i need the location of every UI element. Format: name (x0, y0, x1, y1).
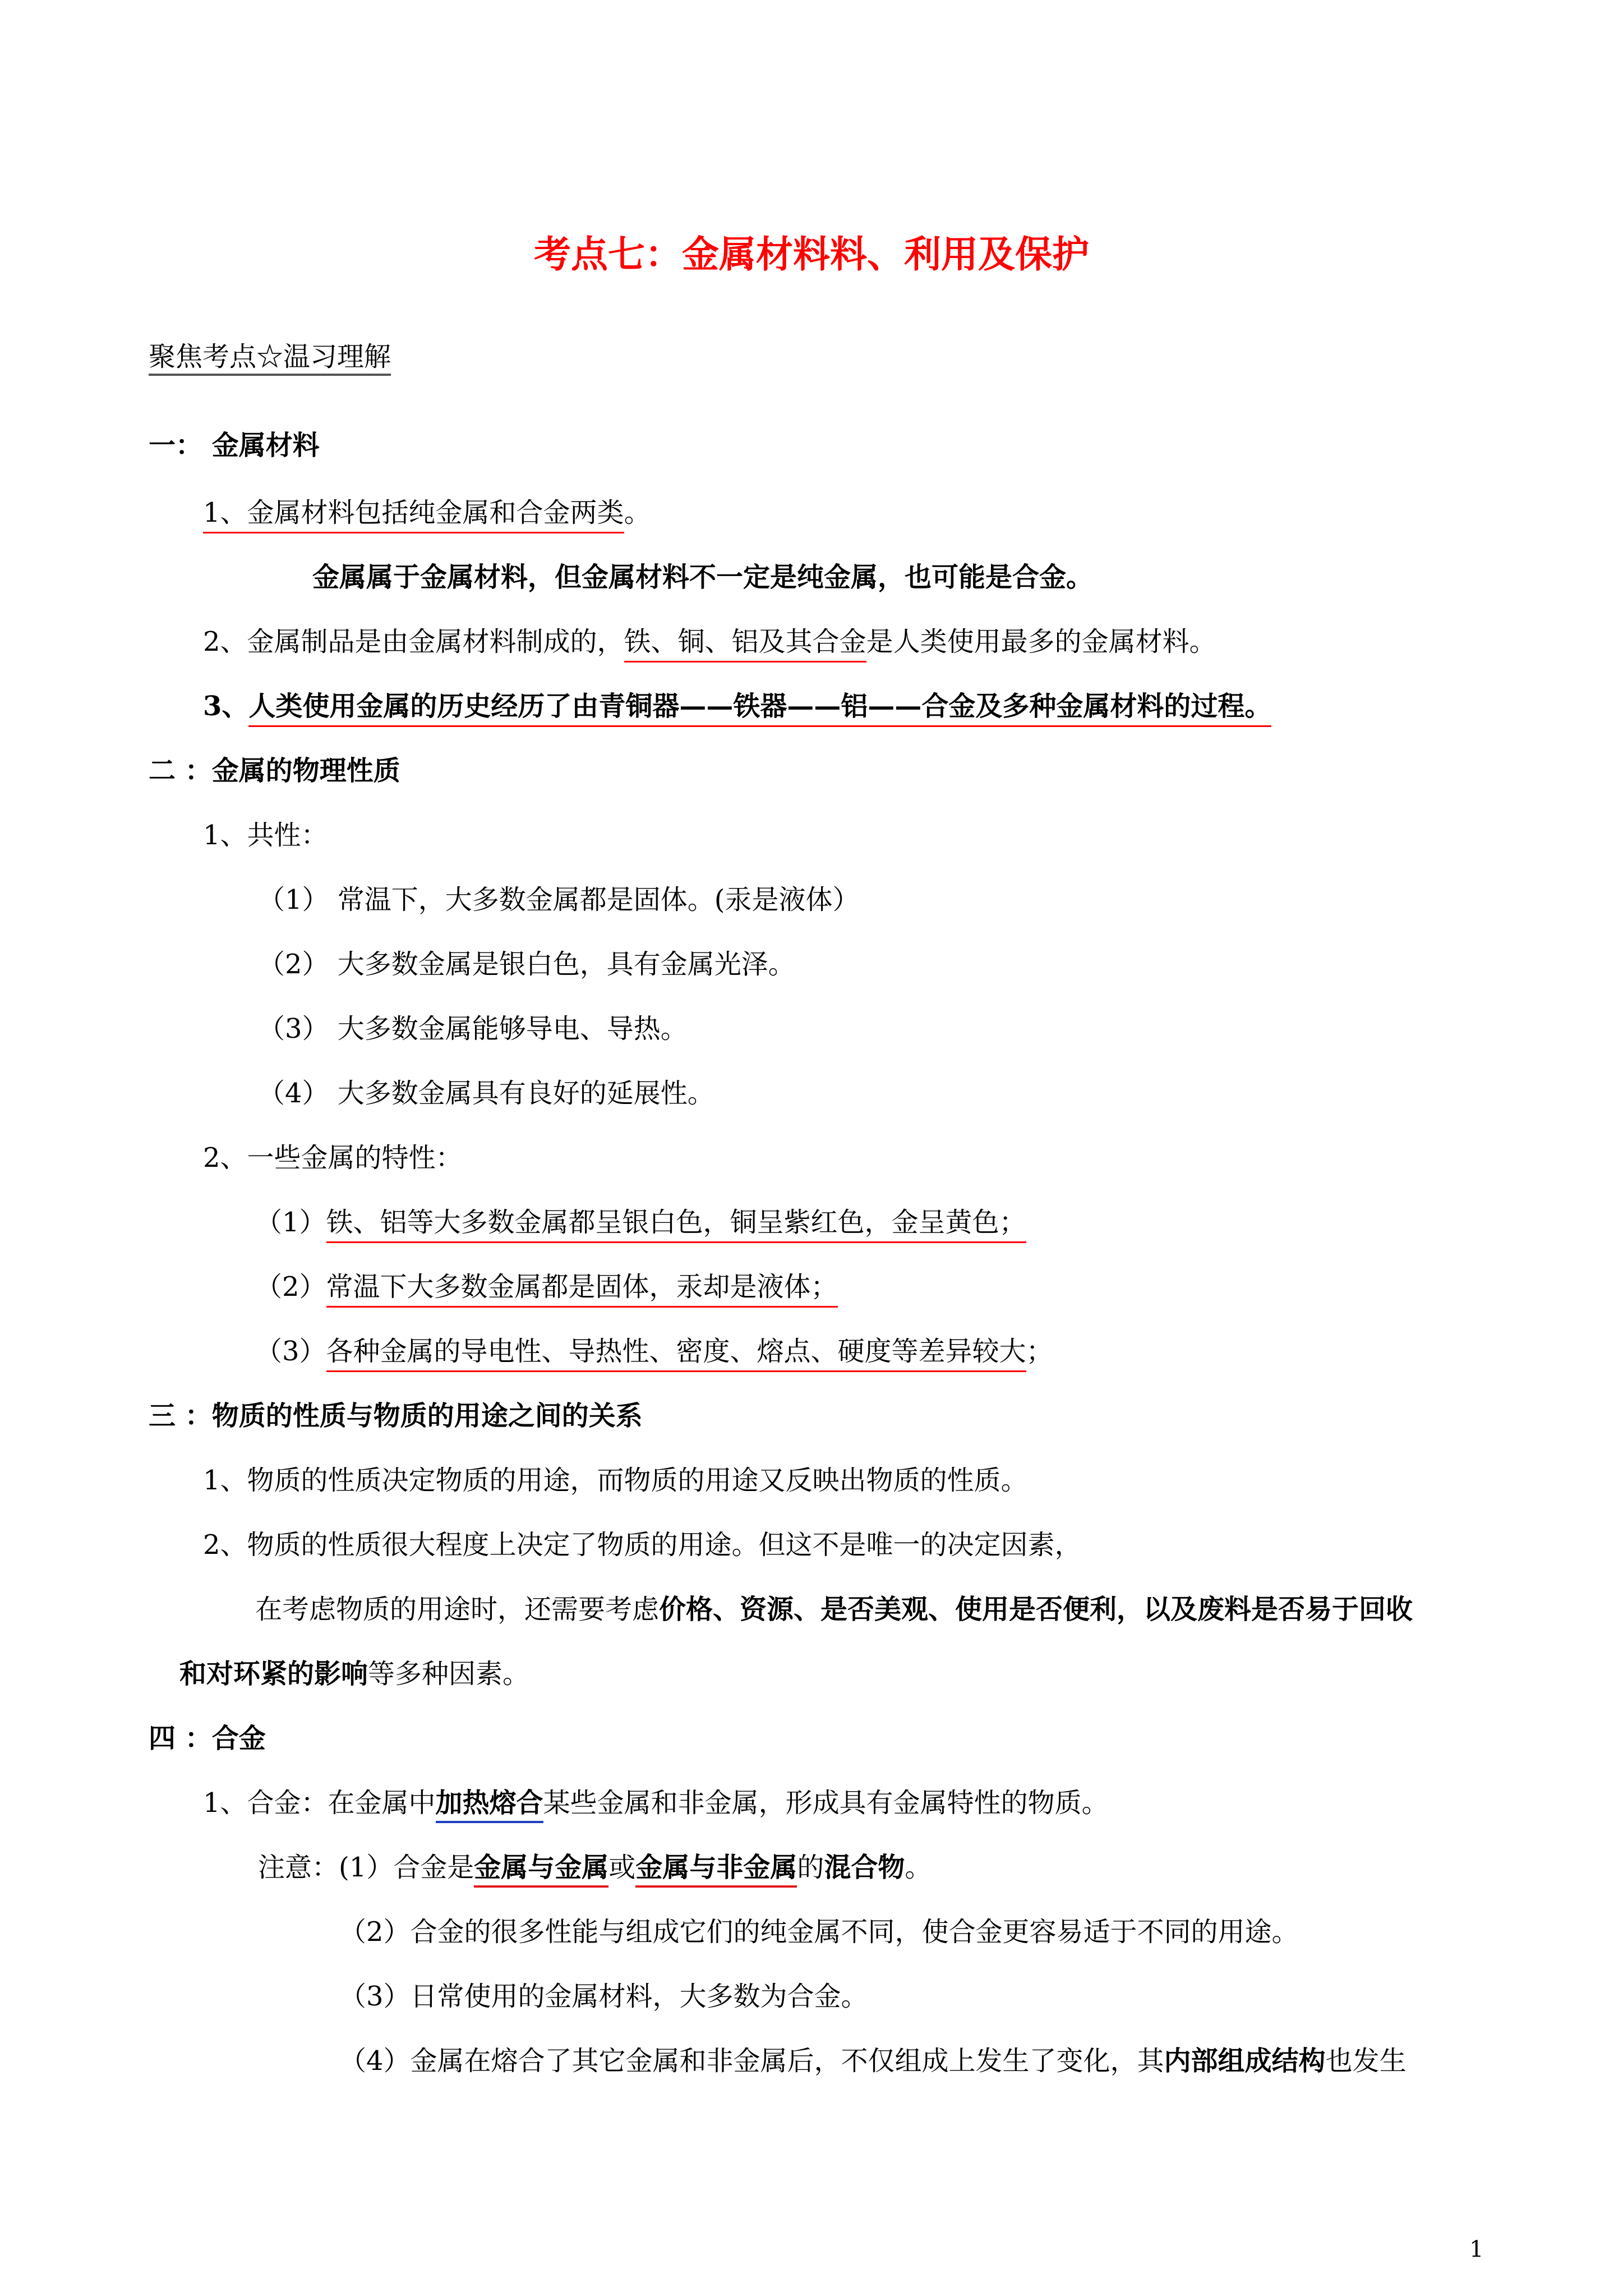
sec3-para-1: 1、物质的性质决定物质的用途，而物质的用途又反映出物质的性质。 (203, 1465, 1028, 1496)
sec2-special-label: 2、一些金属的特性： (203, 1142, 463, 1174)
sec1-item-3-num: 3、 (203, 691, 249, 722)
sec4-note-4-post: 也发生 (1325, 2045, 1407, 2077)
sec3-para-2: 2、物质的性质很大程度上决定了物质的用途。但这不是唯一的决定因素， (203, 1529, 1082, 1561)
sec4-note-1-or: 或 (608, 1852, 636, 1883)
sec4-para-1-post: 某些金属和非金属，形成具有金属特性的物质。 (543, 1787, 1109, 1819)
sec4-para-1 (203, 1787, 1109, 1819)
sec1-item-2-pre: 2、金属制品是由金属材料制成的， (203, 626, 624, 657)
sec1-item-3-text: 人类使用金属的历史经历了由青铜器——铁器——铝——合金及多种金属材料的过程。 (248, 691, 1271, 727)
section-heading-1: 一： 金属材料 (149, 430, 320, 461)
sec1-item-2-post: 是人类使用最多的金属材料。 (866, 626, 1216, 657)
sec2-special-1 (255, 1209, 1026, 1236)
sec1-item-3 (203, 693, 1271, 720)
section-heading-3: 三 ：物质的性质与物质的用途之间的关系 (149, 1400, 643, 1432)
section-heading-4: 四 ：合金 (149, 1723, 266, 1754)
sec4-para-1-pre: 1、合金：在金属中 (203, 1787, 436, 1819)
sec4-note-4-bold: 内部组成结构 (1164, 2045, 1326, 2077)
sec4-note-1-a: 金属与金属 (474, 1852, 608, 1888)
sec4-note-1 (258, 1854, 932, 1881)
sec4-note-4 (339, 2045, 1407, 2077)
sec3-para-3-bold: 价格、资源、是否美观、使用是否便利，以及废料是否易于回收 (659, 1594, 1413, 1625)
sec2-special-3-end: ； (1026, 1336, 1053, 1367)
sec4-note-4-pre: （4）金属在熔合了其它金属和非金属后，不仅组成上发生了变化，其 (339, 2045, 1164, 2077)
sec2-special-1-text: 铁、铝等大多数金属都呈银白色，铜呈紫红色，金呈黄色； (326, 1207, 1026, 1243)
section-heading-2: 二 ：金属的物理性质 (149, 755, 400, 786)
sec3-para-4-post: 等多种因素。 (368, 1658, 530, 1690)
sec2-special-3 (255, 1338, 1053, 1365)
sec4-note-3: （3）日常使用的金属材料，大多数为合金。 (339, 1981, 868, 2012)
sec4-note-2: （2）合金的很多性能与组成它们的纯金属不同，使合金更容易适于不同的用途。 (339, 1916, 1299, 1948)
sec1-item-1-end: 。 (624, 497, 651, 528)
sec2-special-3-num: （3） (255, 1336, 326, 1367)
sec1-item-1-text: 金属材料包括纯金属和合金两类 (247, 497, 624, 533)
page-title: 考点七：金属材料料、利用及保护 (534, 232, 1089, 276)
sec4-note-1-de: 的 (797, 1852, 824, 1883)
sec2-common-3: （3） 大多数金属能够导电、导热。 (258, 1013, 688, 1045)
sec4-note-1-b: 金属与非金属 (635, 1852, 797, 1888)
sec1-item-2-underlined: 铁、铜、铝及其合金 (624, 626, 866, 662)
sec2-common-2: （2） 大多数金属是银白色，具有金属光泽。 (258, 949, 795, 980)
sec4-note-1-end: 。 (905, 1852, 932, 1883)
sec1-item-2 (203, 628, 1216, 655)
sec4-note-1-c: 混合物 (824, 1852, 905, 1883)
sec1-note: 金属属于金属材料，但金属材料不一定是纯金属，也可能是合金。 (312, 562, 1094, 593)
sec2-special-1-num: （1） (255, 1207, 326, 1238)
sec2-special-2-num: （2） (255, 1271, 326, 1303)
sec3-para-3-pre: 在考虑物质的用途时，还需要考虑 (255, 1594, 660, 1625)
sec4-note-1-pre: 注意：(1）合金是 (258, 1852, 474, 1883)
sec2-common-label: 1、共性： (203, 820, 328, 851)
sec2-common-4: （4） 大多数金属具有良好的延展性。 (258, 1078, 714, 1109)
sec2-special-2-text: 常温下大多数金属都是固体，汞却是液体； (326, 1271, 838, 1308)
sec2-common-1: （1） 常温下，大多数金属都是固体。(汞是液体） (258, 884, 860, 915)
section-focus-heading: 聚焦考点☆温习理解 (149, 343, 391, 376)
sec2-special-3-text: 各种金属的导电性、导热性、密度、熔点、硬度等差异较大 (326, 1336, 1026, 1372)
sec1-item-1-num: 1、 (203, 497, 247, 533)
sec3-para-3 (255, 1596, 1413, 1623)
page-number: 1 (1469, 2237, 1484, 2262)
sec2-special-2 (255, 1271, 838, 1303)
sec3-para-4 (179, 1658, 530, 1690)
sec3-para-4-bold: 和对环紧的影响 (179, 1658, 368, 1690)
sec1-item-1 (203, 499, 651, 526)
sec4-para-1-underlined: 加热熔合 (436, 1787, 543, 1823)
